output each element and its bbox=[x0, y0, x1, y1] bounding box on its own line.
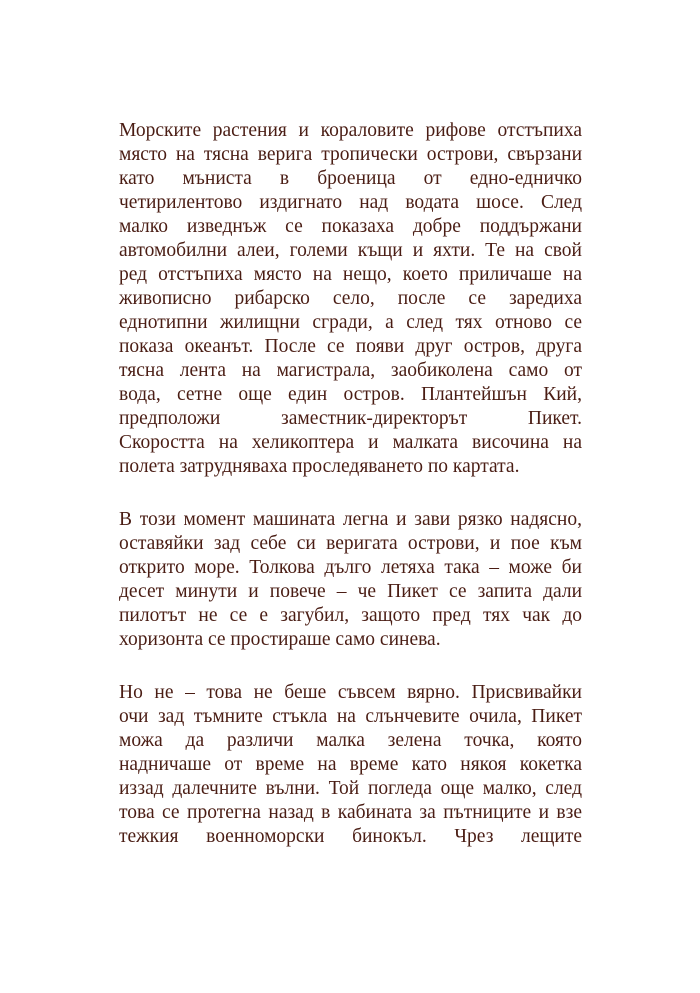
text-line: вода, сетне още един остров. Плантейшън Кий, bbox=[119, 384, 582, 405]
text-line: В този момент машината легна и зави рязко надясно, bbox=[119, 509, 582, 530]
text-line: еднотипни жилищни сгради, а след тях отново се bbox=[119, 312, 582, 333]
text-line: като мъниста в броеница от едно-едничко bbox=[119, 168, 582, 189]
text-line: Морските растения и кораловите рифове отстъпиха bbox=[119, 120, 582, 141]
body-text bbox=[119, 119, 582, 849]
text-line: хоризонта се простираше само синева. bbox=[119, 629, 441, 650]
text-line: място на тясна верига тропически острови, свързани bbox=[119, 144, 582, 165]
paragraph-spacer bbox=[119, 652, 582, 681]
text-line: автомобилни алеи, големи къщи и яхти. Те на свой bbox=[119, 240, 582, 261]
text-line: полета затрудняваха проследяването по картата. bbox=[119, 456, 520, 477]
text-line: очи зад тъмните стъкла на слънчевите очила, Пикет bbox=[119, 706, 582, 727]
paragraph-1 bbox=[119, 119, 582, 479]
paragraph-spacer bbox=[119, 479, 582, 508]
text-line: оставяйки зад себе си веригата острови, и пое към bbox=[119, 533, 582, 554]
text-line: десет минути и повече – че Пикет се запита дали bbox=[119, 581, 582, 602]
text-line: открито море. Толкова дълго летяха така – може би bbox=[119, 557, 582, 578]
paragraph-3 bbox=[119, 681, 582, 849]
text-line: живописно рибарско село, после се заредиха bbox=[119, 288, 582, 309]
text-line: това се протегна назад в кабината за пътниците и взе bbox=[119, 802, 582, 823]
text-line: иззад далечните вълни. Той погледа още малко, след bbox=[119, 778, 582, 799]
text-line: тясна лента на магистрала, заобиколена само от bbox=[119, 360, 582, 381]
text-line: предположи заместник-директорът Пикет. bbox=[119, 408, 582, 429]
text-line: показа океанът. После се появи друг остров, друга bbox=[119, 336, 582, 357]
text-line: четирилентово издигнато над водата шосе. След bbox=[119, 192, 582, 213]
paragraph-2 bbox=[119, 508, 582, 652]
text-line: тежкия военноморски бинокъл. Чрез лещите bbox=[119, 826, 582, 847]
text-line: можа да различи малка зелена точка, която bbox=[119, 730, 582, 751]
text-line: малко изведнъж се показаха добре поддържани bbox=[119, 216, 582, 237]
text-line: пилотът не се е загубил, защото пред тях чак до bbox=[119, 605, 582, 626]
text-line: ред отстъпиха място на нещо, което приличаше на bbox=[119, 264, 582, 285]
text-line: надничаше от време на време като някоя кокетка bbox=[119, 754, 582, 775]
text-line: Скоростта на хеликоптера и малката височина на bbox=[119, 432, 582, 453]
text-line: Но не – това не беше съвсем вярно. Присвивайки bbox=[119, 682, 582, 703]
